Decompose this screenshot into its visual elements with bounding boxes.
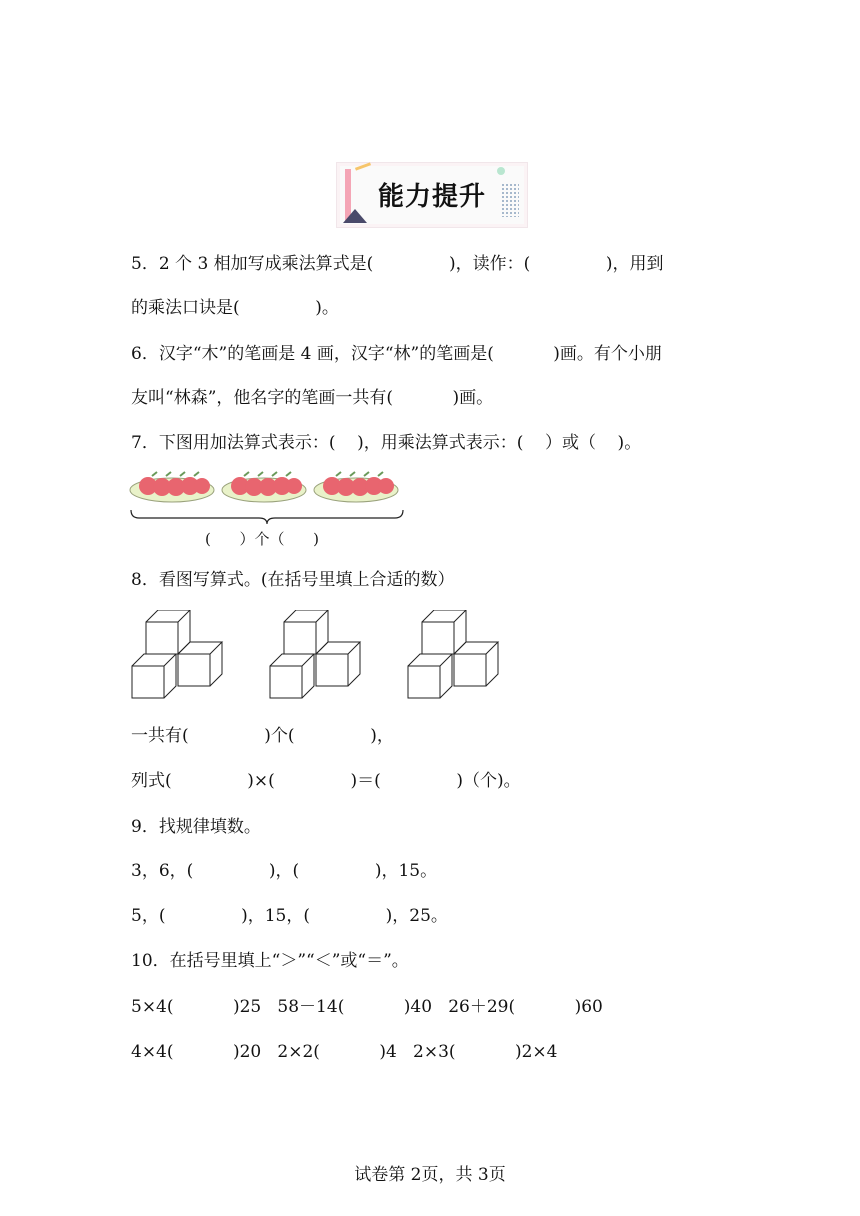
banner-decoration-dot xyxy=(497,167,505,175)
cube-stack-icon xyxy=(132,610,222,698)
question-9-line-1: 9．找规律填数。 xyxy=(131,817,261,837)
cube-stacks-figure xyxy=(130,610,510,702)
section-banner xyxy=(336,162,528,228)
brace xyxy=(131,510,403,524)
banner-decoration xyxy=(355,162,371,170)
question-6-line-2: 友叫“林森”，他名字的笔画一共有( )画。 xyxy=(131,388,494,408)
question-7-caption: ( ）个（ ) xyxy=(205,530,319,548)
question-10-line-1: 10．在括号里填上“＞”“＜”或“＝”。 xyxy=(131,951,409,971)
question-5-line-2: 的乘法口诀是( )。 xyxy=(131,298,339,318)
question-8-line-1: 8．看图写算式。(在括号里填上合适的数） xyxy=(131,570,455,590)
question-10-line-3: 4×4( )20 2×2( )4 2×3( )2×4 xyxy=(131,1042,558,1062)
cube-stack-icon xyxy=(408,610,498,698)
apple-plates-figure xyxy=(128,468,408,524)
question-8-line-2: 一共有( )个( )， xyxy=(131,726,394,746)
apple-plate-icon xyxy=(130,472,214,502)
banner-title: 能力提升 xyxy=(377,182,486,212)
question-10-line-2: 5×4( )25 58－14( )40 26＋29( )60 xyxy=(131,997,603,1017)
cube-stack-icon xyxy=(270,610,360,698)
question-5-line-1: 5．2 个 3 相加写成乘法算式是( )，读作：( )，用到 xyxy=(131,254,664,274)
question-8-line-3: 列式( )×( )＝( )（个)。 xyxy=(131,771,521,791)
question-6-line-1: 6．汉字“木”的笔画是 4 画，汉字“林”的笔画是( )画。有个小朋 xyxy=(131,344,662,364)
question-9-line-2: 3，6，( )，( )，15。 xyxy=(131,861,438,881)
page-footer: 试卷第 2页，共 3页 xyxy=(354,1165,506,1185)
apple-plate-icon xyxy=(222,472,306,502)
question-7-line-1: 7．下图用加法算式表示：( )，用乘法算式表示：( ）或（ )。 xyxy=(131,433,642,453)
apple-plate-icon xyxy=(314,472,398,502)
question-9-line-3: 5，( )，15，( )，25。 xyxy=(131,906,448,926)
